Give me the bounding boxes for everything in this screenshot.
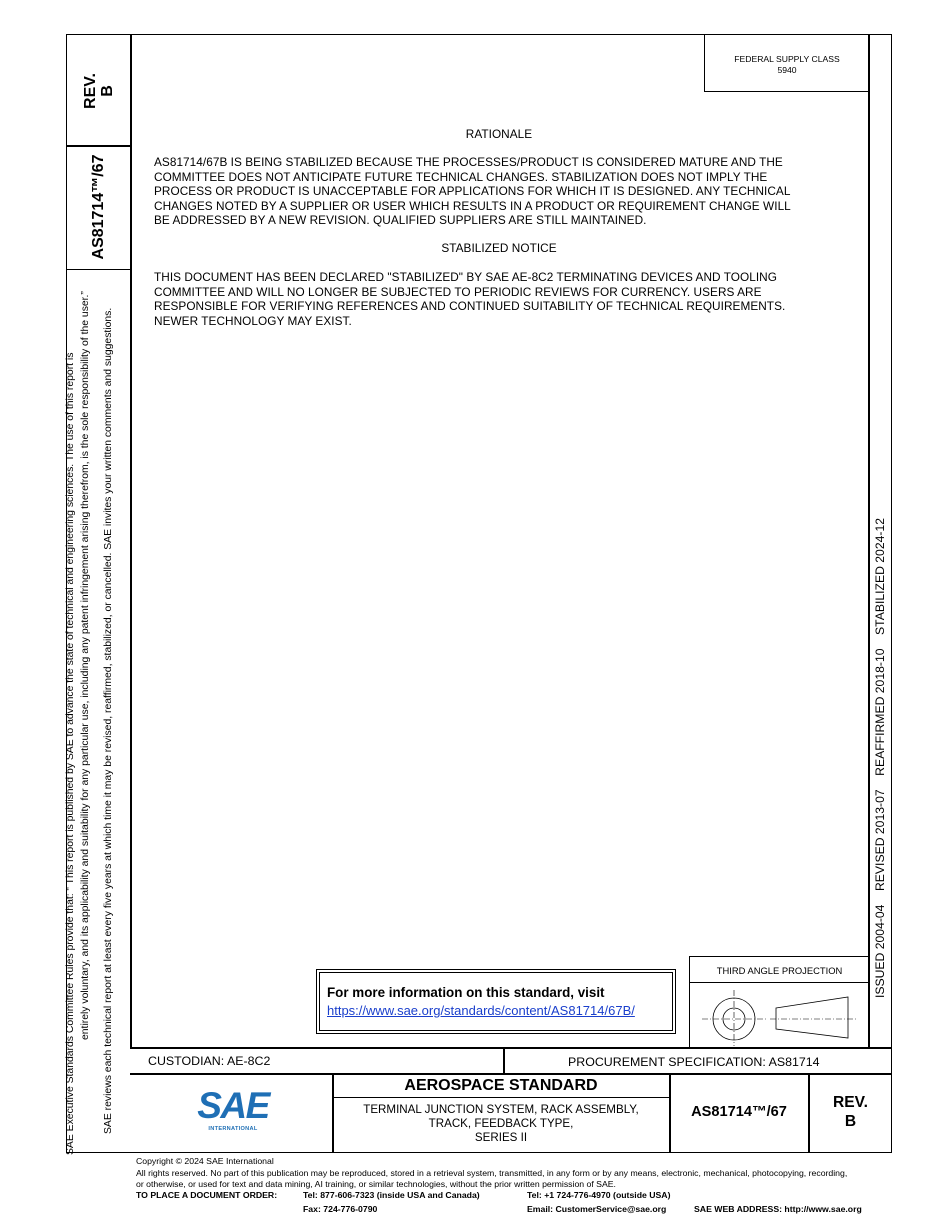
sae-logo-text: SAE <box>197 1085 269 1126</box>
tel-intl: Tel: +1 724-776-4970 (outside USA) <box>527 1190 671 1200</box>
rights-line: or otherwise, or used for text and data mining, AI training, or similar technologies, without the prior written permission of SAE. <box>136 1179 616 1190</box>
email[interactable]: Email: CustomerService@sae.org <box>527 1204 667 1214</box>
right-strip-rule <box>868 34 870 1048</box>
document-title <box>333 1103 669 1145</box>
document-title-line: TRACK, FEEDBACK TYPE, <box>428 1117 574 1130</box>
federal-supply-class-value: 5940 <box>777 65 797 75</box>
custodian: CUSTODIAN: AE-8C2 <box>148 1054 271 1068</box>
projection-divider <box>689 982 870 983</box>
title-block-rev-value: B <box>844 1113 857 1130</box>
sae-logo <box>196 1085 270 1136</box>
left-rev <box>82 36 116 146</box>
rights-line: All rights reserved. No part of this publication may be reproduced, stored in a retrieval system, transmitted, in any form or by any means, electronic, mechanical, photocopying, recording, <box>136 1167 848 1178</box>
title-block-rev <box>809 1093 892 1131</box>
stabilized-title: STABILIZED NOTICE <box>441 241 557 255</box>
stabilized-line: THIS DOCUMENT HAS BEEN DECLARED "STABILIZED" BY SAE AE-8C2 TERMINATING DEVICES AND TOOLING <box>154 270 777 284</box>
third-angle-projection-icon <box>696 988 862 1046</box>
standard-type: AEROSPACE STANDARD <box>404 1077 598 1094</box>
fax: Fax: 724-776-0790 <box>303 1204 378 1214</box>
standard-link[interactable]: https://www.sae.org/standards/content/AS81714/67B/ <box>327 1003 635 1018</box>
rationale-line: COMMITTEE DOES NOT ANTICIPATE FUTURE TECHNICAL CHANGES. STABILIZATION DOES NOT IMPLY THE <box>154 169 768 184</box>
committee-rules-notice-2: entirely voluntary, and its applicability and suitability for any particular use, including any patent infringement arising therefrom, is the sole responsibility of the user.” <box>80 291 91 1040</box>
stabilized-body <box>154 270 854 328</box>
federal-supply-class-label: FEDERAL SUPPLY CLASS <box>734 54 840 64</box>
procurement-spec: PROCUREMENT SPECIFICATION: AS81714 <box>568 1055 820 1069</box>
rationale-line: PROCESS OR PRODUCT IS UNACCEPTABLE FOR APPLICATIONS FOR WHICH IT IS DESIGNED. ANY TECHNICAL <box>154 184 791 199</box>
left-doc-number: AS81714™/67 <box>90 154 107 260</box>
more-info-heading: For more information on this standard, visit <box>327 985 605 1000</box>
title-block-doc-number: AS81714™/67 <box>691 1104 787 1120</box>
rationale-body <box>154 155 854 228</box>
stabilized-line: RESPONSIBLE FOR VERIFYING REFERENCES AND CONTINUED SUITABILITY OF TECHNICAL REQUIREMENTS. <box>154 299 786 314</box>
sae-logo-subtext: INTERNATIONAL <box>208 1126 258 1132</box>
committee-rules-notice-1: SAE Executive Standards Committee Rules provide that: “ This report is published by SAE to advance the state of technical and engineering sciences. The use of this report is <box>65 352 76 1155</box>
title-type-rule <box>332 1097 670 1098</box>
review-notice: SAE reviews each technical report at least every five years at which time it may be revised, reaffirmed, stabilized, or cancelled. SAE invites your written comments and suggestions. <box>103 307 114 1134</box>
tel-us: Tel: 877-606-7323 (inside USA and Canada) <box>303 1190 480 1200</box>
left-rev-value: B <box>99 85 116 97</box>
custodian-row-rule <box>130 1073 892 1075</box>
federal-supply-class <box>705 54 869 76</box>
rationale-line: BE ADDRESSED BY A NEW REVISION. QUALIFIED SUPPLIERS ARE STILL MAINTAINED. <box>154 213 647 228</box>
left-strip-rule <box>130 34 132 1048</box>
rationale-line: AS81714/67B IS BEING STABILIZED BECAUSE THE PROCESSES/PRODUCT IS CONSIDERED MATURE AND THE <box>154 155 783 169</box>
more-info-box-inner <box>319 972 673 1031</box>
left-rev-label: REV. <box>82 73 99 109</box>
web-address[interactable]: SAE WEB ADDRESS: http://www.sae.org <box>694 1204 862 1214</box>
projection-label: THIRD ANGLE PROJECTION <box>716 965 843 976</box>
rationale-title: RATIONALE <box>465 127 533 141</box>
footer <box>136 1156 936 1191</box>
order-label: TO PLACE A DOCUMENT ORDER: <box>136 1190 278 1200</box>
document-title-line: SERIES II <box>474 1131 528 1144</box>
custodian-divider <box>503 1047 505 1074</box>
title-block-rev-label: REV. <box>833 1094 868 1111</box>
document-title-line: TERMINAL JUNCTION SYSTEM, RACK ASSEMBLY, <box>363 1103 639 1116</box>
stabilized-line: NEWER TECHNOLOGY MAY EXIST. <box>154 313 352 328</box>
stabilized-line: COMMITTEE AND WILL NO LONGER BE SUBJECTED TO PERIODIC REVIEWS FOR CURRENCY. USERS ARE <box>154 284 762 299</box>
document-history: ISSUED 2004-04 REVISED 2013-07 REAFFIRMED 2018-10 STABILIZED 2024-12 <box>873 517 887 999</box>
copyright: Copyright © 2024 SAE International <box>136 1156 274 1166</box>
title-block-top-rule <box>130 1047 892 1049</box>
rationale-line: CHANGES NOTED BY A SUPPLIER OR USER WHICH RESULTS IN A PRODUCT OR REQUIREMENT CHANGE WILL <box>154 198 791 213</box>
